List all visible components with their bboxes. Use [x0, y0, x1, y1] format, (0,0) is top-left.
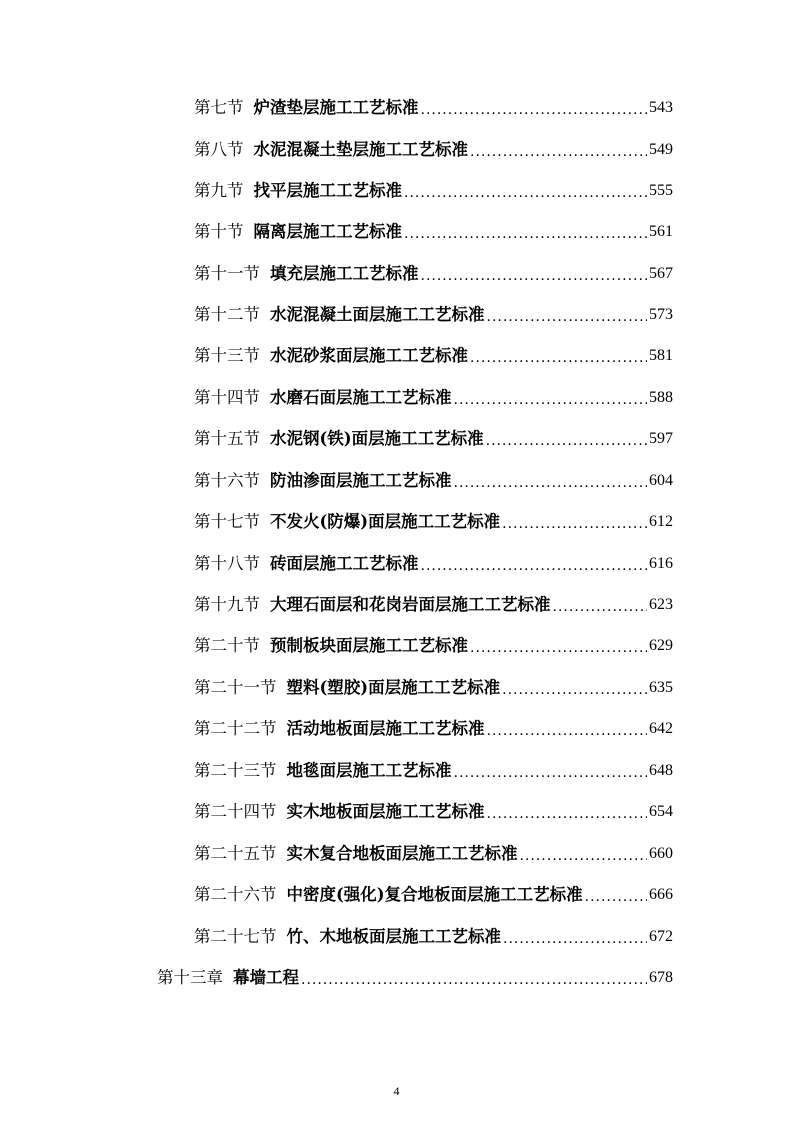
dot-leader — [502, 513, 647, 535]
dot-leader — [301, 969, 647, 991]
entry-page-number: 567 — [649, 265, 673, 282]
entry-page-number: 672 — [649, 928, 673, 945]
dot-leader — [502, 679, 647, 701]
entry-title: 水泥砂浆面层施工工艺标准 — [270, 346, 468, 365]
toc-entry-section-14[interactable] — [194, 385, 673, 411]
entry-page-number: 623 — [649, 596, 673, 613]
dot-leader — [421, 555, 648, 577]
dot-leader — [404, 182, 647, 204]
toc-entry-section-10[interactable] — [194, 219, 673, 245]
entry-prefix: 第十三节 — [194, 346, 260, 365]
entry-page-number: 543 — [649, 99, 673, 116]
dot-leader — [520, 845, 648, 867]
toc-entry-section-18[interactable] — [194, 551, 673, 577]
entry-page-number: 597 — [649, 430, 673, 447]
entry-page-number: 660 — [649, 845, 673, 862]
entry-prefix: 第十九节 — [194, 595, 260, 614]
toc-entry-section-21[interactable] — [194, 675, 673, 701]
entry-prefix: 第二十节 — [194, 636, 260, 655]
entry-prefix: 第八节 — [194, 140, 244, 159]
entry-prefix: 第十节 — [194, 222, 244, 241]
dot-leader — [470, 141, 647, 163]
entry-prefix: 第十七节 — [194, 512, 260, 531]
entry-title: 炉渣垫层施工工艺标准 — [253, 98, 419, 117]
dot-leader — [454, 389, 648, 411]
entry-title: 实木复合地板面层施工工艺标准 — [286, 844, 518, 863]
entry-title: 砖面层施工工艺标准 — [270, 554, 419, 573]
entry-title: 预制板块面层施工工艺标准 — [270, 636, 468, 655]
entry-page-number: 666 — [649, 886, 673, 903]
dot-leader — [487, 803, 648, 825]
entry-title: 塑料(塑胶)面层施工工艺标准 — [286, 678, 501, 697]
entry-prefix: 第十六节 — [194, 471, 260, 490]
entry-page-number: 604 — [649, 472, 673, 489]
toc-entry-section-17[interactable] — [194, 509, 673, 535]
entry-page-number: 629 — [649, 637, 673, 654]
entry-prefix: 第十一节 — [194, 264, 260, 283]
toc-entry-chapter-13[interactable] — [157, 965, 673, 991]
page-number: 4 — [393, 1084, 400, 1098]
entry-title: 大理石面层和花岗岩面层施工工艺标准 — [270, 595, 551, 614]
entry-prefix: 第七节 — [194, 98, 244, 117]
entry-title: 水泥混凝土面层施工工艺标准 — [270, 305, 485, 324]
dot-leader — [487, 306, 648, 328]
dot-leader — [487, 720, 648, 742]
entry-prefix: 第二十七节 — [194, 927, 277, 946]
entry-page-number: 642 — [649, 720, 673, 737]
entry-title: 找平层施工工艺标准 — [253, 181, 402, 200]
entry-page-number: 654 — [649, 803, 673, 820]
entry-page-number: 549 — [649, 141, 673, 158]
entry-title: 隔离层施工工艺标准 — [253, 222, 402, 241]
toc-entry-section-11[interactable] — [194, 261, 673, 287]
dot-leader — [470, 637, 647, 659]
entry-title: 不发火(防爆)面层施工工艺标准 — [270, 512, 501, 531]
dot-leader — [470, 347, 647, 369]
entry-page-number: 616 — [649, 555, 673, 572]
dot-leader — [454, 472, 648, 494]
entry-prefix: 第十三章 — [157, 968, 223, 987]
entry-prefix: 第二十六节 — [194, 885, 277, 904]
entry-prefix: 第二十三节 — [194, 761, 277, 780]
entry-page-number: 573 — [649, 306, 673, 323]
entry-title: 实木地板面层施工工艺标准 — [286, 802, 485, 821]
entry-page-number: 678 — [649, 969, 673, 986]
entry-title: 活动地板面层施工工艺标准 — [286, 719, 485, 738]
entry-title: 防油渗面层施工工艺标准 — [270, 471, 452, 490]
dot-leader — [454, 762, 648, 784]
entry-title: 水泥混凝土垫层施工工艺标准 — [253, 140, 468, 159]
toc-entry-section-23[interactable] — [194, 758, 673, 784]
toc-entry-section-13[interactable] — [194, 343, 673, 369]
toc-entry-section-26[interactable] — [194, 882, 673, 908]
toc-entry-section-19[interactable] — [194, 592, 673, 618]
entry-page-number: 635 — [649, 679, 673, 696]
entry-prefix: 第十五节 — [194, 429, 260, 448]
toc-entry-section-15[interactable] — [194, 426, 673, 452]
toc-entry-section-16[interactable] — [194, 468, 673, 494]
toc-entry-section-7[interactable] — [194, 95, 673, 121]
entry-prefix: 第二十四节 — [194, 802, 277, 821]
entry-page-number: 612 — [649, 513, 673, 530]
toc-entry-section-27[interactable] — [194, 924, 673, 950]
entry-prefix: 第九节 — [194, 181, 244, 200]
entry-page-number: 588 — [649, 389, 673, 406]
entry-page-number: 561 — [649, 223, 673, 240]
toc-entry-section-8[interactable] — [194, 137, 673, 163]
entry-prefix: 第十四节 — [194, 388, 260, 407]
toc-entry-section-9[interactable] — [194, 178, 673, 204]
dot-leader — [404, 223, 647, 245]
entry-prefix: 第十二节 — [194, 305, 260, 324]
dot-leader — [503, 928, 647, 950]
entry-title: 中密度(强化)复合地板面层施工工艺标准 — [286, 885, 583, 904]
entry-title: 幕墙工程 — [233, 968, 299, 987]
toc-entry-section-20[interactable] — [194, 633, 673, 659]
entry-title: 水泥钢(铁)面层施工工艺标准 — [270, 429, 484, 448]
entry-title: 填充层施工工艺标准 — [270, 264, 419, 283]
entry-page-number: 581 — [649, 347, 673, 364]
entry-prefix: 第二十二节 — [194, 719, 277, 738]
toc-entry-section-24[interactable] — [194, 799, 673, 825]
entry-prefix: 第十八节 — [194, 554, 260, 573]
toc-entry-section-12[interactable] — [194, 302, 673, 328]
entry-title: 竹、木地板面层施工工艺标准 — [286, 927, 501, 946]
entry-title: 地毯面层施工工艺标准 — [286, 761, 452, 780]
entry-prefix: 第二十五节 — [194, 844, 277, 863]
entry-page-number: 648 — [649, 762, 673, 779]
dot-leader — [486, 430, 647, 452]
entry-prefix: 第二十一节 — [194, 678, 277, 697]
entry-page-number: 555 — [649, 182, 673, 199]
dot-leader — [553, 596, 648, 618]
dot-leader — [421, 265, 648, 287]
toc-entry-section-22[interactable] — [194, 716, 673, 742]
entry-title: 水磨石面层施工工艺标准 — [270, 388, 452, 407]
toc-entry-section-25[interactable] — [194, 841, 673, 867]
dot-leader — [421, 99, 648, 121]
dot-leader — [585, 886, 647, 908]
